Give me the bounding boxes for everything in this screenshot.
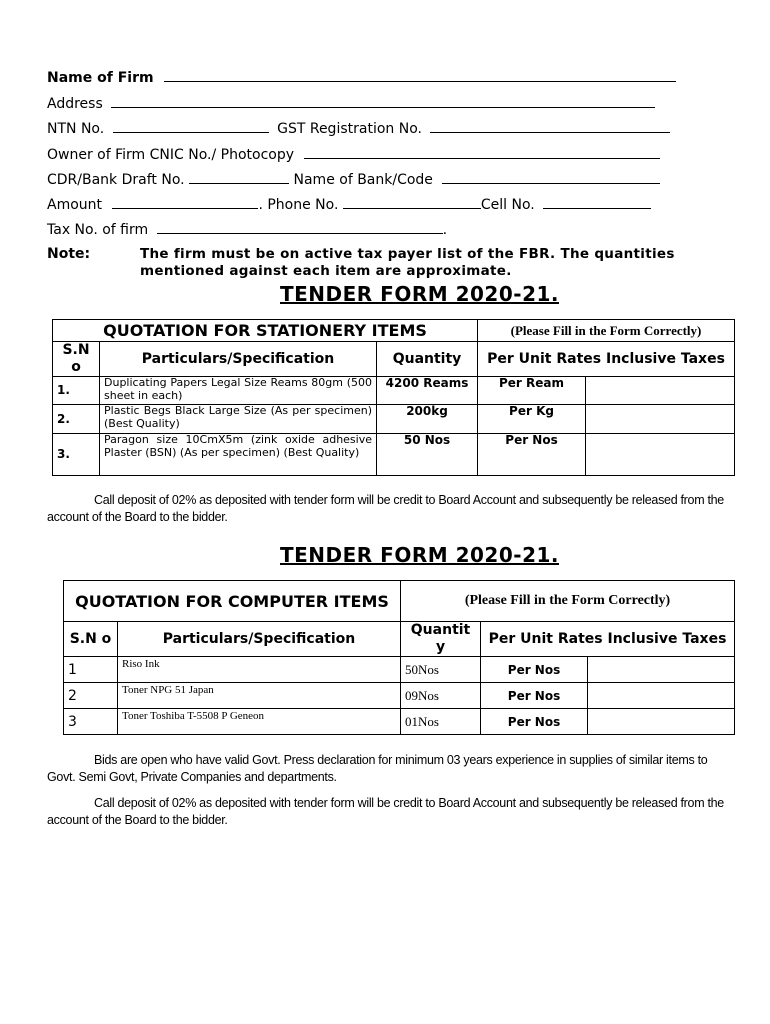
tax-no-label: Tax No. of firm	[47, 222, 149, 238]
call-deposit-paragraph-2: Call deposit of 02% as deposited with tender form will be credit to Board Account and subsequently be released from the account of the Board to the bidder.	[47, 796, 724, 827]
particulars-cell: Toner NPG 51 Japan	[118, 683, 401, 709]
unit-cell: Per Ream	[478, 377, 586, 405]
col-quantity: Quantit y	[401, 622, 481, 657]
quantity-cell: 50Nos	[401, 657, 481, 683]
tender-title-2: TENDER FORM 2020-21.	[280, 543, 559, 567]
unit-cell: Per Nos	[478, 434, 586, 476]
sno-cell: 3.	[53, 434, 100, 476]
stationery-fill-note: (Please Fill in the Form Correctly)	[478, 320, 735, 342]
col-particulars: Particulars/Specification	[100, 342, 377, 377]
particulars-cell: Riso Ink	[118, 657, 401, 683]
bank-name-blank[interactable]	[442, 170, 660, 184]
tax-no-dot: .	[442, 222, 448, 238]
particulars-cell: Duplicating Papers Legal Size Reams 80gm (500 sheet in each)	[100, 377, 377, 405]
col-quantity: Quantity	[377, 342, 478, 377]
stationery-heading-row	[53, 320, 735, 342]
bank-name-label: Name of Bank/Code	[293, 172, 433, 188]
col-rates: Per Unit Rates Inclusive Taxes	[481, 622, 735, 657]
col-sno: S.N o	[64, 622, 118, 657]
amount-phone-row	[47, 195, 651, 214]
rate-input-cell[interactable]	[588, 683, 735, 709]
gst-blank[interactable]	[430, 119, 670, 133]
ntn-gst-row	[47, 119, 670, 138]
owner-cnic-label: Owner of Firm CNIC No./ Photocopy	[47, 147, 295, 163]
call-deposit-paragraph-1: Call deposit of 02% as deposited with tender form will be credit to Board Account and subsequently be released from the account of the Board to the bidder.	[47, 493, 724, 524]
computer-fill-note: (Please Fill in the Form Correctly)	[401, 581, 735, 622]
name-of-firm-row	[47, 68, 676, 87]
sno-cell: 3	[64, 709, 118, 735]
note-label: Note:	[47, 246, 91, 262]
tax-no-row	[47, 220, 447, 239]
address-row	[47, 94, 655, 113]
quantity-cell: 50 Nos	[377, 434, 478, 476]
sno-cell: 1	[64, 657, 118, 683]
computer-heading-row	[64, 581, 735, 622]
cell-label: Cell No.	[480, 197, 535, 213]
name-of-firm-blank[interactable]	[164, 68, 676, 82]
computer-header-row	[64, 622, 735, 657]
quantity-cell: 01Nos	[401, 709, 481, 735]
name-of-firm-label: Name of Firm	[47, 70, 154, 86]
unit-cell: Per Nos	[481, 709, 588, 735]
sno-cell: 1.	[53, 377, 100, 405]
cdr-label: CDR/Bank Draft No.	[47, 172, 185, 188]
rate-input-cell[interactable]	[586, 377, 735, 405]
tender-title-1: TENDER FORM 2020-21.	[280, 282, 559, 306]
sno-cell: 2	[64, 683, 118, 709]
phone-blank[interactable]	[343, 195, 481, 209]
table-row	[53, 434, 735, 476]
ntn-blank[interactable]	[113, 119, 269, 133]
cdr-bank-row	[47, 170, 660, 189]
table-row	[53, 405, 735, 434]
col-sno: S.N o	[53, 342, 100, 377]
table-row	[64, 683, 735, 709]
col-particulars: Particulars/Specification	[118, 622, 401, 657]
table-row	[64, 657, 735, 683]
unit-cell: Per Kg	[478, 405, 586, 434]
sno-cell: 2.	[53, 405, 100, 434]
quantity-cell: 200kg	[377, 405, 478, 434]
unit-cell: Per Nos	[481, 657, 588, 683]
stationery-heading: QUOTATION FOR STATIONERY ITEMS	[53, 320, 478, 342]
particulars-cell: Toner Toshiba T-5508 P Geneon	[118, 709, 401, 735]
table-row	[64, 709, 735, 735]
cell-blank[interactable]	[543, 195, 651, 209]
rate-input-cell[interactable]	[586, 405, 735, 434]
particulars-cell: Plastic Begs Black Large Size (As per specimen) (Best Quality)	[100, 405, 377, 434]
unit-cell: Per Nos	[481, 683, 588, 709]
tax-no-blank[interactable]	[157, 220, 443, 234]
particulars-cell: Paragon size 10CmX5m (zink oxide adhesive Plaster (BSN) (As per specimen) (Best Quality)	[100, 434, 377, 476]
address-blank[interactable]	[111, 94, 655, 108]
amount-label: Amount	[47, 197, 103, 213]
rate-input-cell[interactable]	[586, 434, 735, 476]
cdr-blank[interactable]	[189, 170, 289, 184]
owner-cnic-row	[47, 145, 660, 164]
col-rates: Per Unit Rates Inclusive Taxes	[478, 342, 735, 377]
quantity-cell: 09Nos	[401, 683, 481, 709]
rate-input-cell[interactable]	[588, 709, 735, 735]
amount-blank[interactable]	[112, 195, 258, 209]
table-row	[53, 377, 735, 405]
gst-label: GST Registration No.	[277, 121, 422, 137]
stationery-table	[52, 319, 735, 476]
rate-input-cell[interactable]	[588, 657, 735, 683]
phone-label: . Phone No.	[258, 197, 339, 213]
quantity-cell: 4200 Reams	[377, 377, 478, 405]
address-label: Address	[47, 96, 103, 112]
owner-cnic-blank[interactable]	[304, 145, 660, 159]
note-text: The firm must be on active tax payer list of the FBR. The quantities mentioned against each item are approximate.	[140, 246, 675, 279]
stationery-header-row	[53, 342, 735, 377]
ntn-label: NTN No.	[47, 121, 105, 137]
bids-open-paragraph: Bids are open who have valid Govt. Press declaration for minimum 03 years experience in supplies of similar items to Govt. Semi Govt, Private Companies and departments.	[47, 753, 708, 784]
computer-table	[63, 580, 735, 735]
computer-heading: QUOTATION FOR COMPUTER ITEMS	[64, 581, 401, 622]
